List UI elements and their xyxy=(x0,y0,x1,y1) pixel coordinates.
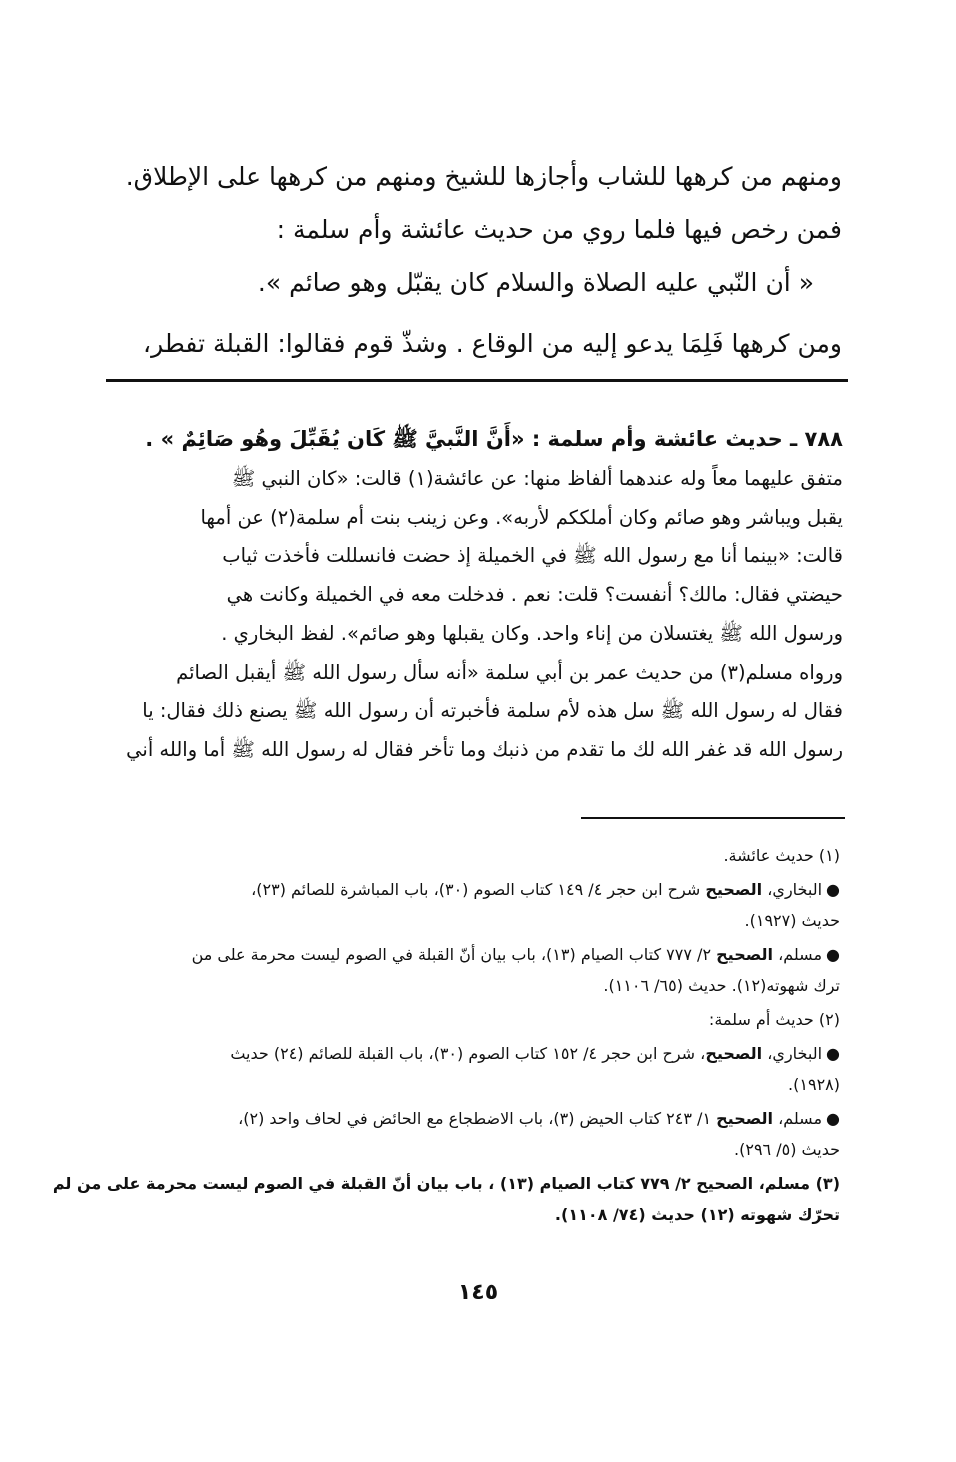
main-text-block xyxy=(110,150,842,370)
footnote-divider xyxy=(581,817,845,819)
main-text-line: ومنهم من كرهها للشاب وأجازها للشيخ ومنهم من كرهها على الإطلاق. xyxy=(125,162,842,191)
main-text-line: فمن رخص فيها فلما روي من حديث عائشة وأم سلمة : xyxy=(276,215,842,244)
bullet-icon: ● xyxy=(826,880,840,899)
footnote-entry: ●مسلم، الصحيح ١/ ٢٤٣ كتاب الحيض (٣)، باب الاضطجاع مع الحائض في لحاف واحد (٢)، حديث (٥/ ٢٩٦). xyxy=(238,1109,840,1159)
commentary-line: ورسول الله ﷺ يغتسلان من إناء واحد. وكان يقبلها وهو صائم». لفظ البخاري . xyxy=(221,621,843,645)
page-number: ١٤٥ xyxy=(457,1280,499,1305)
footnote-title: (١) حديث عائشة. xyxy=(723,846,840,865)
hadith-quote: « أن النّبي عليه الصلاة والسلام كان يقبّل وهو صائم ». xyxy=(257,268,814,297)
footnote-title: (٢) حديث أم سلمة: xyxy=(708,1010,840,1029)
footnote-entry: ●مسلم، الصحيح ٢/ ٧٧٧ كتاب الصيام (١٣)، باب بيان أنّ القبلة في الصوم ليست محرمة على من ترك شهوته(١٢). حديث (٦٥/ ١١٠٦). xyxy=(191,945,840,995)
footnotes-block xyxy=(52,840,840,1233)
hadith-heading: ٧٨٨ ـ حديث عائشة وأم سلمة : «أَنَّ النَّبيَّ ﷺ كَان يُقَبِّلَ وهُو صَائِمٌ » . xyxy=(145,427,843,451)
commentary-block xyxy=(109,420,843,770)
commentary-line: فقال له رسول الله ﷺ سل هذه لأم سلمة فأخبرته أن رسول الله ﷺ يصنع ذلك فقال: يا xyxy=(142,699,843,723)
commentary-line: ورواه مسلم(٣) من حديث عمر بن أبي سلمة «أنه سأل رسول الله ﷺ أيقبل الصائم xyxy=(176,660,843,684)
section-divider xyxy=(106,379,848,382)
footnote-entry: ●البخاري، الصحيح شرح ابن حجر ٤/ ١٤٩ كتاب الصوم (٣٠)، باب المباشرة للصائم (٢٣)، حديث (١٩٢٧). xyxy=(251,880,840,930)
commentary-line: حيضتي فقال: مالك؟ أنفست؟ قلت: نعم . فدخلت معه في الخميلة وكانت هي xyxy=(226,583,843,607)
bullet-icon: ● xyxy=(826,945,840,964)
commentary-line: قالت: «بينما أنا مع رسول الله ﷺ في الخميلة إذ حضت فانسللت فأخذت ثياب xyxy=(222,544,843,568)
footnote-entry: (٣) مسلم، الصحيح ٢/ ٧٧٩ كتاب الصيام (١٣) ، باب بيان أنّ القبلة في الصوم ليست محرمة على من لم تحرّك شهوته (١٢) حديث (٧٤/ ١١٠٨). xyxy=(52,1174,840,1224)
commentary-line: متفق عليهما معاً وله عندهما ألفاظ منها: عن عائشة(١) قالت: «كان النبي ﷺ xyxy=(231,467,843,490)
bullet-icon: ● xyxy=(826,1109,840,1128)
commentary-body xyxy=(109,460,843,770)
bullet-icon: ● xyxy=(826,1044,840,1063)
commentary-line: يقبل ويباشر وهو صائم وكان أملككم لأربه». وعن زينب بنت أم سلمة(٢) عن أمها xyxy=(200,505,843,529)
main-text-line: ومن كرهها فَلِمَا يدعو إليه من الوقاع . وشذّ قوم فقالوا: القبلة تفطر، xyxy=(143,329,842,358)
commentary-line: رسول الله قد غفر الله لك ما تقدم من ذنبك وما تأخر فقال له رسول الله ﷺ أما والله أني xyxy=(126,737,843,761)
footnote-entry: ●البخاري، الصحيح، شرح ابن حجر ٤/ ١٥٢ كتاب الصوم (٣٠)، باب القبلة للصائم (٢٤) حديث (١٩٢٨). xyxy=(230,1044,840,1094)
